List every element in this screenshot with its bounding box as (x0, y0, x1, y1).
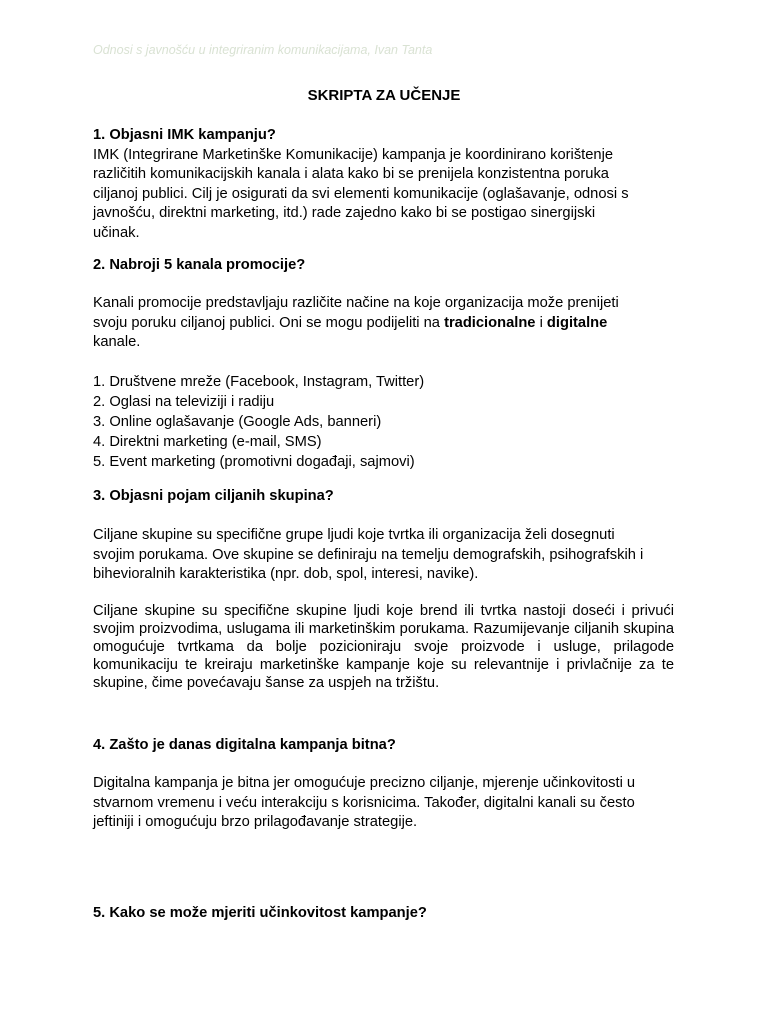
answer-1-line: učinak. (93, 224, 140, 241)
question-4: 4. Zašto je danas digitalna kampanja bitna? (93, 737, 396, 753)
section-q2 (93, 256, 675, 276)
list-item: 1. Društvene mreže (Facebook, Instagram, Twitter) (93, 374, 425, 390)
answer-4-line: jeftiniji i omogućuju brzo prilagođavanje strategije. (93, 814, 418, 830)
answer-1-line: ciljanoj publici. Cilj je osigurati da svi elementi komunikacije (oglašavanje, odnosi s (93, 185, 629, 202)
answer-1-line: javnošću, direktni marketing, itd.) rade zajedno kako bi se postigao sinergijski (93, 205, 596, 221)
answer-2-intro (93, 294, 675, 353)
list-item: 4. Direktni marketing (e-mail, SMS) (93, 434, 322, 450)
answer-1-line: IMK (Integrirane Marketinške Komunikacije) kampanja je koordinirano korištenje (93, 146, 614, 163)
answer-3-line: Ciljane skupine su specifične grupe ljudi koje tvrtka ili organizacija želi dosegnuti (93, 527, 615, 543)
document-title: SKRIPTA ZA UČENJE (307, 87, 461, 104)
answer-3-paragraph-1 (93, 526, 675, 585)
question-3: 3. Objasni pojam ciljanih skupina? (93, 488, 334, 504)
answer-4-line: Digitalna kampanja je bitna jer omogućuje precizno ciljanje, mjerenje učinkovitosti u (93, 775, 636, 791)
answer-3-line: bihevioralnih karakteristika (npr. dob, spol, interesi, navike). (93, 566, 479, 582)
list-item: 3. Online oglašavanje (Google Ads, banneri) (93, 414, 382, 430)
answer-3-paragraph-2: Ciljane skupine su specifične skupine ljudi koje brend ili tvrtka nastoji doseći i privući svojim proizvodima, uslugama ili marketinškim porukama. Razumijevanje ciljanih skupina omogućuje tvrtkama da bolje pozicioniraju svoje proizvode i usluge, prilagode komunikaciju te kreiraju marketinške kampanje koje su relevantnije i privlačnije za te skupine, čime povećavaju šanse za uspjeh na tržištu. (93, 603, 674, 691)
page-header: Odnosi s javnošću u integriranim komunikacijama, Ivan Tanta (93, 43, 433, 57)
answer-2-text: svoju poruku ciljanoj publici. Oni se mogu podijeliti na (93, 314, 445, 331)
term-digital: digitalne (546, 314, 608, 331)
answer-4 (93, 774, 675, 833)
list-item: 5. Event marketing (promotivni događaji, sajmovi) (93, 454, 415, 470)
question-1: 1. Objasni IMK kampanju? (93, 127, 276, 143)
section-q4 (93, 736, 675, 756)
section-q3 (93, 487, 675, 507)
answer-2-line: Kanali promocije predstavljaju različite načine na koje organizacija može prenijeti (93, 295, 619, 311)
answer-2-line: kanale. (93, 334, 141, 350)
promotion-channel-list (93, 372, 675, 472)
section-q1 (93, 126, 675, 243)
term-traditional: tradicionalne (444, 314, 536, 331)
question-2: 2. Nabroji 5 kanala promocije? (93, 257, 306, 273)
answer-2-text: i (535, 314, 547, 331)
answer-2-line (93, 314, 675, 334)
answer-1-line: različitih komunikacijskih kanala i alata kako bi se prenijela konzistentna poruka (93, 166, 609, 182)
question-5: 5. Kako se može mjeriti učinkovitost kampanje? (93, 905, 427, 921)
list-item: 2. Oglasi na televiziji i radiju (93, 394, 275, 410)
answer-3-line: svojim porukama. Ove skupine se definiraju na temelju demografskih, psihografskih i (93, 546, 644, 563)
section-q5 (93, 904, 675, 924)
answer-4-line: stvarnom vremenu i veću interakciju s korisnicima. Također, digitalni kanali su često (93, 794, 635, 811)
